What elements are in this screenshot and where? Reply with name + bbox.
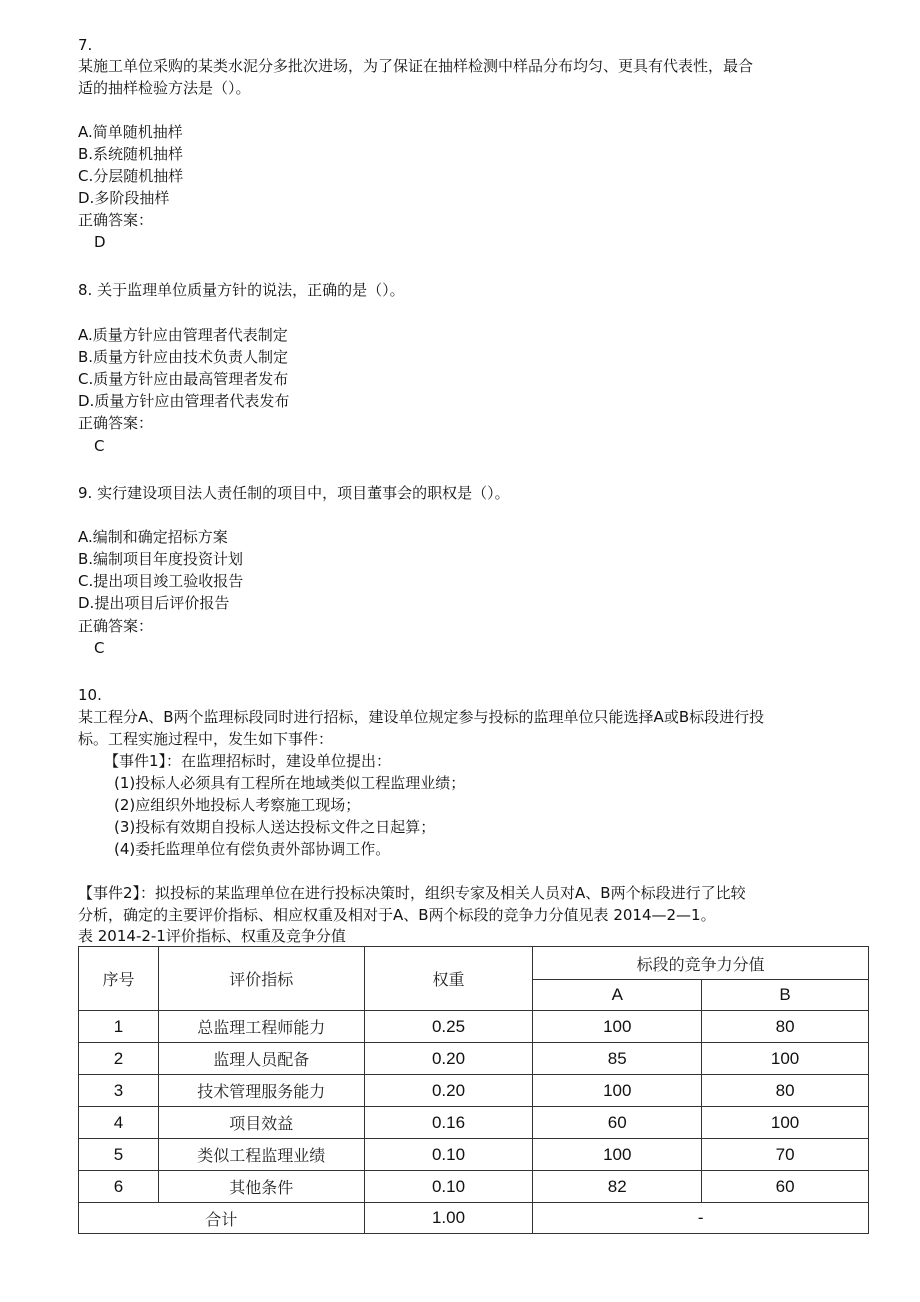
table-row <box>79 1011 869 1043</box>
q7-option-d: D.多阶段抽样 <box>78 189 170 207</box>
cell-score-b: 100 <box>702 1107 869 1139</box>
q7-stem-line1: 某施工单位采购的某类水泥分多批次进场，为了保证在抽样检测中样品分布均匀、更具有代表性，最合 <box>78 57 754 75</box>
cell-weight: 0.20 <box>364 1043 533 1075</box>
q7-option-a: A.简单随机抽样 <box>78 123 183 141</box>
table-header-row <box>79 947 869 980</box>
header-b: B <box>702 980 869 1011</box>
q9-answer: C <box>94 639 105 657</box>
q7-number: 7. <box>78 36 93 54</box>
q9-option-d: D.提出项目后评价报告 <box>78 594 230 612</box>
cell-score-a: 100 <box>533 1075 702 1107</box>
cell-indicator: 监理人员配备 <box>158 1043 364 1075</box>
cell-score-b: 70 <box>702 1139 869 1171</box>
cell-score-b: 100 <box>702 1043 869 1075</box>
cell-seq: 3 <box>79 1075 159 1107</box>
table-total-row <box>79 1203 869 1234</box>
q8-answer-label: 正确答案： <box>78 414 154 432</box>
header-seq: 序号 <box>79 947 159 1011</box>
q7-answer-label: 正确答案： <box>78 211 154 229</box>
table-row <box>79 1171 869 1203</box>
q7-option-b: B.系统随机抽样 <box>78 145 184 163</box>
cell-score-a: 82 <box>533 1171 702 1203</box>
total-score: - <box>533 1203 869 1234</box>
cell-score-b: 60 <box>702 1171 869 1203</box>
q9-option-b: B.编制项目年度投资计划 <box>78 550 244 568</box>
cell-seq: 1 <box>79 1011 159 1043</box>
q10-intro-line2: 标。工程实施过程中，发生如下事件： <box>78 730 334 748</box>
event2-line2: 分析，确定的主要评价指标、相应权重及相对于A、B两个标段的竞争力分值见表 2014—2—1。 <box>78 906 716 924</box>
evaluation-table <box>78 946 869 1234</box>
cell-seq: 4 <box>79 1107 159 1139</box>
cell-seq: 6 <box>79 1171 159 1203</box>
q8-option-b: B.质量方针应由技术负责人制定 <box>78 348 289 366</box>
event1-title: 【事件1】：在监理招标时，建设单位提出： <box>104 752 392 770</box>
table-caption: 表 2014-2-1评价指标、权重及竞争分值 <box>78 927 346 945</box>
q7-stem-line2: 适的抽样检验方法是（）。 <box>78 79 251 97</box>
total-weight: 1.00 <box>364 1203 533 1234</box>
q9-option-c: C.提出项目竣工验收报告 <box>78 572 244 590</box>
cell-score-a: 60 <box>533 1107 702 1139</box>
q7-option-c: C.分层随机抽样 <box>78 167 184 185</box>
cell-weight: 0.10 <box>364 1171 533 1203</box>
q8-option-a: A.质量方针应由管理者代表制定 <box>78 326 288 344</box>
cell-seq: 2 <box>79 1043 159 1075</box>
table-row <box>79 1139 869 1171</box>
cell-weight: 0.20 <box>364 1075 533 1107</box>
q9-option-a: A.编制和确定招标方案 <box>78 528 228 546</box>
cell-score-a: 100 <box>533 1011 702 1043</box>
cell-weight: 0.16 <box>364 1107 533 1139</box>
header-weight: 权重 <box>364 947 533 1011</box>
q7-answer: D <box>94 233 106 251</box>
header-indicator: 评价指标 <box>158 947 364 1011</box>
q9-stem: 9. 实行建设项目法人责任制的项目中，项目董事会的职权是（）。 <box>78 484 510 502</box>
cell-indicator: 总监理工程师能力 <box>158 1011 364 1043</box>
q8-answer: C <box>94 437 105 455</box>
table-row <box>79 1075 869 1107</box>
cell-weight: 0.25 <box>364 1011 533 1043</box>
cell-seq: 5 <box>79 1139 159 1171</box>
table-row <box>79 1107 869 1139</box>
cell-weight: 0.10 <box>364 1139 533 1171</box>
cell-indicator: 项目效益 <box>158 1107 364 1139</box>
event1-item: (4)委托监理单位有偿负责外部协调工作。 <box>114 840 391 858</box>
q8-option-c: C.质量方针应由最高管理者发布 <box>78 370 289 388</box>
event1-item: (1)投标人必须具有工程所在地域类似工程监理业绩； <box>114 774 466 792</box>
q8-option-d: D.质量方针应由管理者代表发布 <box>78 392 290 410</box>
cell-indicator: 技术管理服务能力 <box>158 1075 364 1107</box>
cell-indicator: 类似工程监理业绩 <box>158 1139 364 1171</box>
q10-number: 10. <box>78 686 102 704</box>
q9-answer-label: 正确答案： <box>78 617 154 635</box>
q10-intro-line1: 某工程分A、B两个监理标段同时进行招标，建设单位规定参与投标的监理单位只能选择A或B标段进行投 <box>78 708 765 726</box>
event1-item: (2)应组织外地投标人考察施工现场； <box>114 796 361 814</box>
table-row <box>79 1043 869 1075</box>
cell-score-b: 80 <box>702 1075 869 1107</box>
header-score-group: 标段的竞争力分值 <box>533 947 869 980</box>
cell-score-a: 100 <box>533 1139 702 1171</box>
total-label: 合计 <box>79 1203 365 1234</box>
event2-line1: 【事件2】：拟投标的某监理单位在进行投标决策时，组织专家及相关人员对A、B两个标段进行了比较 <box>78 884 746 902</box>
cell-score-a: 85 <box>533 1043 702 1075</box>
q8-stem: 8. 关于监理单位质量方针的说法，正确的是（）。 <box>78 281 405 299</box>
header-a: A <box>533 980 702 1011</box>
cell-indicator: 其他条件 <box>158 1171 364 1203</box>
event1-item: (3)投标有效期自投标人送达投标文件之日起算； <box>114 818 436 836</box>
cell-score-b: 80 <box>702 1011 869 1043</box>
